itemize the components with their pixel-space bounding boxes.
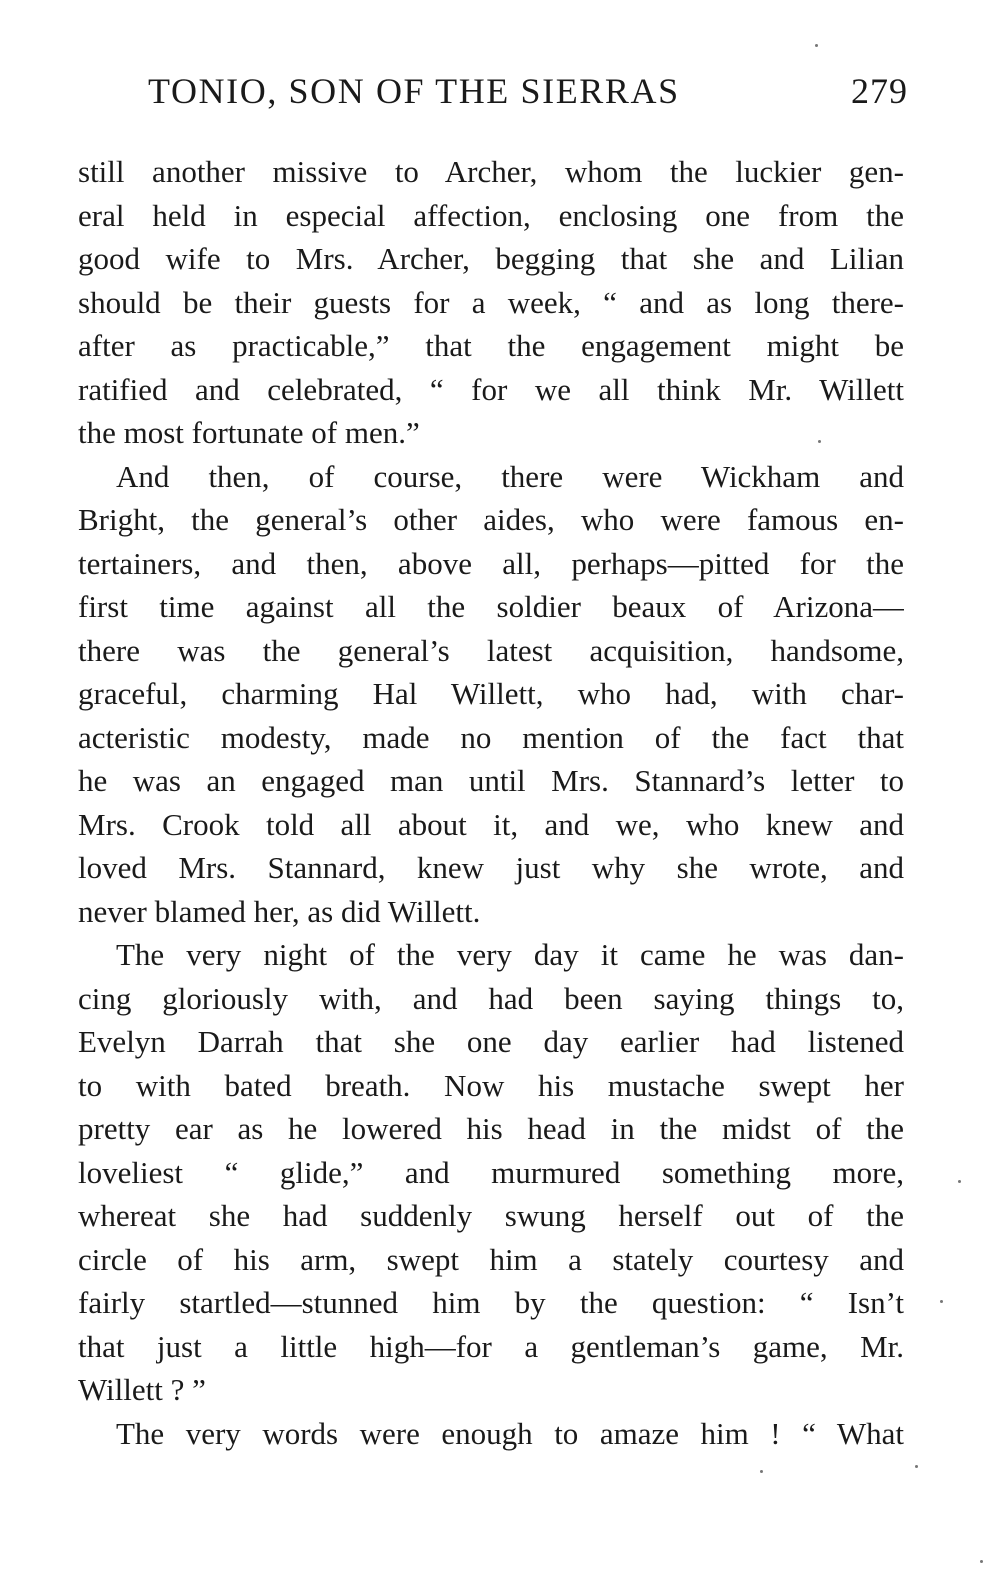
scan-speck [915,1465,918,1468]
text-line: first time against all the soldier beaux of Arizona— [78,589,904,624]
text-line: ratified and celebrated, “ for we all think Mr. Willett [78,371,904,407]
paragraph-2 [78,455,904,934]
text-line: after as practicable,” that the engagement might be [78,328,904,363]
text-line: Mrs. Crook told all about it, and we, who knew and [78,806,904,842]
text-line: Bright, the general’s other aides, who were famous en- [78,502,904,537]
text-line: The very night of the very day it came he was dan- [116,937,904,972]
scan-speck [980,1560,983,1563]
text-line: whereat she had suddenly swung herself out of the [78,1198,904,1233]
text-line: loved Mrs. Stannard, knew just why she wrote, and [78,850,904,885]
running-head [148,70,908,120]
text-line: pretty ear as he lowered his head in the midst of the [78,1111,904,1146]
text-line: tertainers, and then, above all, perhaps—pitted for the [78,545,904,581]
text-line: Evelyn Darrah that she one day earlier had listened [78,1024,904,1059]
text-line: fairly startled—stunned him by the question: “ Isn’t [78,1285,904,1320]
text-line: eral held in especial affection, enclosing one from the [78,197,904,233]
paragraph-3 [78,933,904,1412]
text-line: the most fortunate of men.” [78,415,420,450]
text-line: should be their guests for a week, “ and as long there- [78,284,904,320]
text-line: never blamed her, as did Willett. [78,893,481,929]
scan-speck [958,1180,961,1183]
text-line: still another missive to Archer, whom the luckier gen- [78,154,904,189]
scan-speck [818,440,821,443]
text-line: graceful, charming Hal Willett, who had, with char- [78,676,904,711]
running-title: TONIO, SON OF THE SIERRAS [148,71,680,111]
text-line: that just a little high—for a gentleman’s game, Mr. [78,1328,904,1364]
text-line: circle of his arm, swept him a stately courtesy and [78,1241,904,1277]
text-line: The very words were enough to amaze him ! “ What [116,1415,904,1451]
scan-speck [940,1300,943,1303]
scan-speck [815,44,818,47]
text-line: good wife to Mrs. Archer, begging that she and Lilian [78,241,904,276]
body-text [78,150,904,1455]
text-line: loveliest “ glide,” and murmured something more, [78,1154,904,1190]
paragraph-1 [78,150,904,455]
text-line: he was an engaged man until Mrs. Stannard’s letter to [78,763,904,798]
scan-speck [760,1470,763,1473]
text-line: Willett ? ” [78,1372,206,1407]
paragraph-4 [78,1412,904,1456]
page-number: 279 [851,71,908,111]
text-line: acteristic modesty, made no mention of the fact that [78,719,904,755]
text-line: cing gloriously with, and had been saying things to, [78,980,904,1016]
text-line: to with bated breath. Now his mustache swept her [78,1067,904,1103]
text-line: there was the general’s latest acquisition, handsome, [78,632,904,668]
text-line: And then, of course, there were Wickham and [116,458,904,494]
